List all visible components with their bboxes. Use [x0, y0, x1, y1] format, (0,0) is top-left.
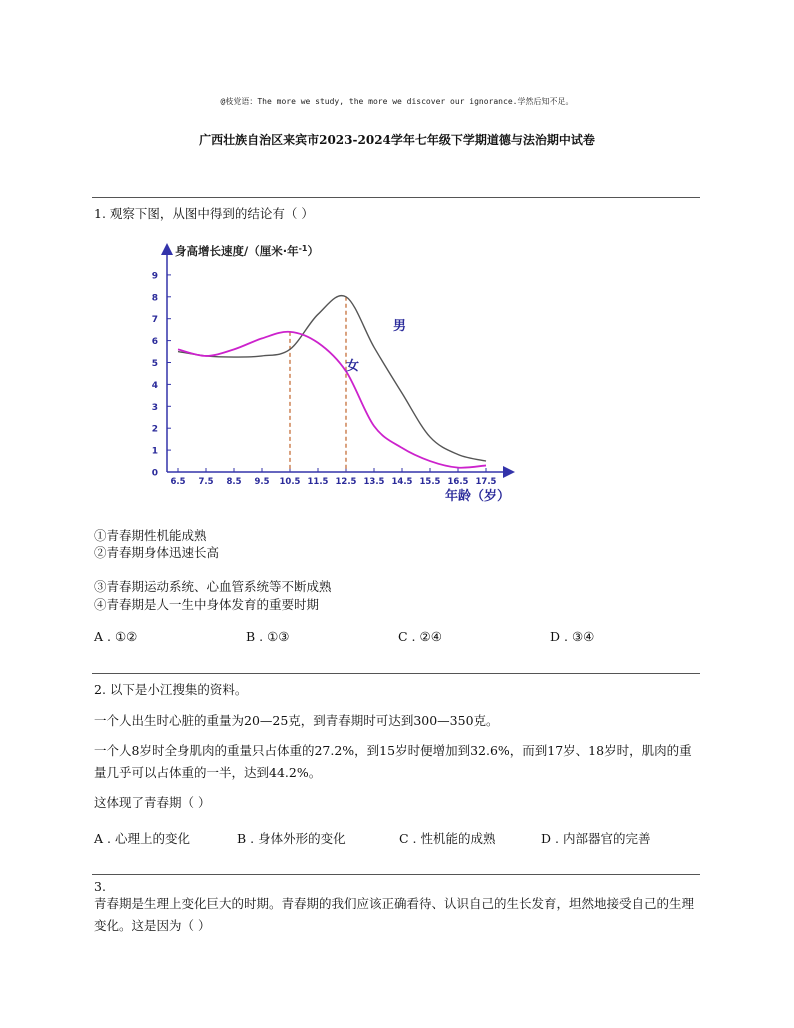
q1-option-a[interactable]: A . ①②	[94, 629, 138, 644]
x-tick-label: 12.5	[335, 477, 357, 487]
y-tick-label: 3	[151, 402, 158, 413]
series-line-female	[178, 332, 486, 468]
x-tick-label: 9.5	[254, 477, 270, 487]
q2-option-b[interactable]: B . 身体外形的变化	[237, 831, 346, 846]
divider-q1	[92, 197, 700, 198]
growth-chart	[140, 232, 540, 512]
q2-option-d[interactable]: D . 内部器官的完善	[541, 831, 651, 846]
q1-statement-3: ③青春期运动系统、心血管系统等不断成熟	[94, 579, 332, 594]
q2-option-a[interactable]: A . 心理上的变化	[94, 831, 190, 846]
series-line-male	[178, 296, 486, 461]
x-tick-label: 10.5	[279, 477, 301, 487]
y-axis-label: 身高增长速度/（厘米·年$^{-1}$）	[175, 244, 319, 258]
divider-q3	[92, 874, 700, 875]
x-tick-label: 6.5	[170, 477, 186, 487]
y-tick-label: 4	[151, 380, 158, 391]
q2-paragraph-1: 一个人出生时心脏的重量为20—25克，到青春期时可达到300—350克。	[94, 713, 499, 728]
x-tick-label: 14.5	[391, 477, 413, 487]
motto-header: @枝党语：The more we study, the more we discover our ignorance.学然后知不足。	[220, 97, 574, 106]
x-tick-label: 17.5	[475, 477, 497, 487]
y-tick-label: 8	[151, 293, 158, 304]
x-tick-label: 15.5	[419, 477, 441, 487]
y-tick-label: 2	[151, 424, 158, 435]
q1-stem: 1. 观察下图，从图中得到的结论有（ ）	[94, 206, 314, 221]
q3-stem: 青春期是生理上变化巨大的时期。青春期的我们应该正确看待、认识自己的生长发育，坦然地接受自己的生理变化。这是因为（ ）	[94, 896, 695, 933]
q1-option-c[interactable]: C . ②④	[398, 629, 442, 644]
q2-stem: 2. 以下是小江搜集的资料。	[94, 682, 248, 697]
y-tick-label: 1	[151, 446, 158, 457]
q2-option-c[interactable]: C . 性机能的成熟	[399, 831, 496, 846]
y-tick-label: 9	[151, 271, 158, 282]
x-tick-label: 13.5	[363, 477, 385, 487]
x-tick-label: 7.5	[198, 477, 214, 487]
q3-number: 3.	[94, 879, 106, 894]
y-tick-label: 5	[151, 359, 158, 369]
x-axis-label: 年龄（岁）	[445, 489, 511, 504]
q1-option-b[interactable]: B . ①③	[246, 629, 290, 644]
y-tick-label: 6	[151, 337, 158, 348]
legend-male: 男	[393, 319, 407, 334]
x-tick-label: 8.5	[226, 477, 242, 487]
divider-q2	[92, 673, 700, 674]
q1-option-d[interactable]: D . ③④	[550, 629, 595, 644]
q2-paragraph-2: 一个人8岁时全身肌肉的重量只占体重的27.2%，到15岁时便增加到32.6%，而到17岁、18岁时，肌肉的重量几乎可以占体重的一半，达到44.2%。	[94, 743, 692, 780]
q1-statement-4: ④青春期是人一生中身体发育的重要时期	[94, 597, 320, 612]
q2-question: 这体现了青春期（ ）	[94, 795, 211, 810]
y-tick-label: 7	[151, 315, 158, 326]
x-tick-label: 16.5	[447, 477, 469, 487]
q1-statement-2: ②青春期身体迅速长高	[94, 545, 220, 560]
exam-title: 广西壮族自治区来宾市2023-2024学年七年级下学期道德与法治期中试卷	[199, 133, 595, 147]
y-tick-label: 0	[151, 468, 158, 479]
x-tick-label: 11.5	[307, 477, 329, 487]
legend-female: 女	[346, 359, 360, 374]
q1-statement-1: ①青春期性机能成熟	[94, 528, 207, 543]
